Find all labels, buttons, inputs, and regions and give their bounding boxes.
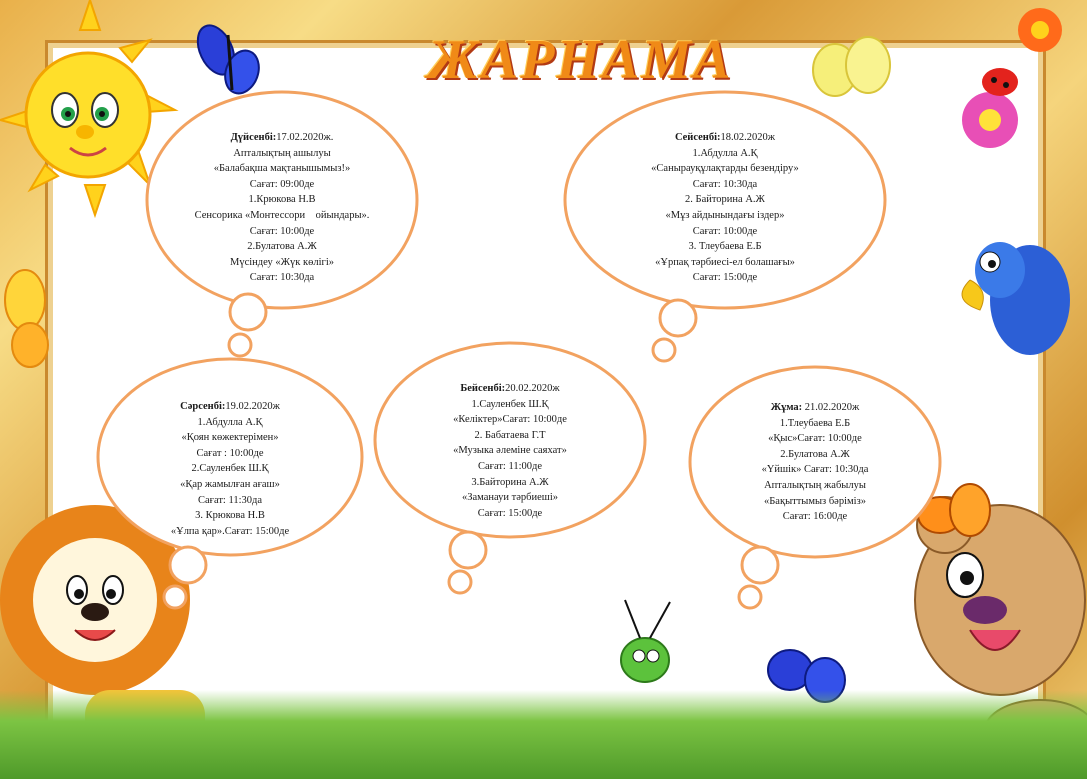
date-label: 18.02.2020ж: [720, 132, 776, 143]
info-line: «Бақыттымыз бәріміз»: [764, 495, 866, 507]
info-line: Сағат: 16:00де: [782, 511, 848, 523]
info-line: Сағат: 11:00де: [477, 460, 543, 472]
cloud-friday-text: [715, 400, 915, 525]
info-line: 1.Абдулла А.Қ: [197, 416, 263, 428]
info-line: Сағат: 11:30да: [197, 494, 263, 506]
info-line: 2.Булатова А.Ж: [780, 448, 850, 460]
info-line: 3.Байторина А.Ж: [471, 476, 549, 488]
info-line: 1.Абдулла А.Қ: [692, 147, 758, 159]
day-label: Сейсенбі:: [674, 132, 721, 143]
info-line: «Қыс»Сағат: 10:00де: [768, 433, 862, 445]
info-line: Сағат: 10:30да: [692, 178, 758, 190]
info-line: 2. Бабатаева Г.Т: [474, 429, 546, 441]
info-line: «Келіктер»Сағат: 10:00де: [453, 414, 567, 426]
info-line: «Санырауқұлақтарды безендіру»: [651, 163, 799, 175]
info-line: 2.Сауленбек Ш.Қ: [191, 463, 269, 475]
day-label: Сәрсенбі:: [180, 401, 226, 412]
info-line: Апталықтың ашылуы: [233, 147, 331, 159]
cloud-monday-text: [172, 130, 392, 286]
info-line: Апталықтың жабылуы: [764, 479, 866, 491]
info-line: Сағат: 09:00де: [249, 178, 315, 190]
date-label: 20.02.2020ж: [505, 383, 560, 394]
info-line: 3. Крюкова Н.В: [195, 510, 265, 522]
info-line: Мүсіндеу «Жүк көлігі»: [229, 256, 334, 268]
info-line: Сағат: 15:00де: [692, 272, 758, 284]
info-line: Сағат: 10:00де: [249, 225, 315, 237]
info-line: «Балабақша мақтанышымыз!»: [213, 163, 351, 175]
info-line: «Заманауи тәрбиеші»: [461, 492, 559, 504]
info-line: 3. Тлеубаева Е.Б: [688, 241, 762, 253]
page-title: ЖАРНАМА: [427, 29, 733, 91]
info-line: 1.Крюкова Н.В: [248, 194, 316, 206]
info-line: Сенсорика «Монтессори ойындары».: [194, 209, 370, 221]
info-line: «Музыка әлеміне саяхат»: [453, 445, 567, 457]
day-label: Жұма:: [770, 402, 803, 413]
info-line: Сағат: 10:30да: [249, 272, 315, 284]
date-label: 17.02.2020ж.: [276, 132, 334, 143]
info-line: Сағат : 10:00де: [196, 447, 264, 459]
info-line: «Үйшік» Сағат: 10:30да: [761, 464, 869, 476]
cloud-tuesday-text: [610, 130, 840, 286]
cloud-wednesday-text: [120, 399, 340, 539]
info-line: «Ұлпа қар».Сағат: 15:00де: [170, 525, 290, 537]
info-line: 2. Байторина А.Ж: [685, 194, 765, 206]
info-line: 1.Тлеубаева Е.Б: [779, 417, 851, 429]
cloud-thursday-text: [400, 381, 620, 521]
info-line: 1.Сауленбек Ш.Қ: [471, 398, 549, 410]
date-label: 21.02.2020ж: [802, 402, 860, 413]
info-line: Сағат: 10:00де: [692, 225, 758, 237]
info-line: «Мұз айдынындағы іздер»: [665, 209, 785, 221]
grass-strip: [0, 690, 1087, 779]
info-line: «Ұрпақ тәрбиесі-ел болашағы»: [655, 256, 795, 268]
info-line: «Қоян көжектерімен»: [181, 432, 279, 444]
date-label: 19.02.2020ж: [225, 401, 280, 412]
day-label: Бейсенбі:: [460, 383, 506, 394]
info-line: «Қар жамылған ағаш»: [180, 478, 280, 490]
info-line: 2.Булатова А.Ж: [247, 241, 317, 253]
info-line: Сағат: 15:00де: [477, 507, 543, 519]
day-label: Дүйсенбі:: [230, 132, 277, 143]
